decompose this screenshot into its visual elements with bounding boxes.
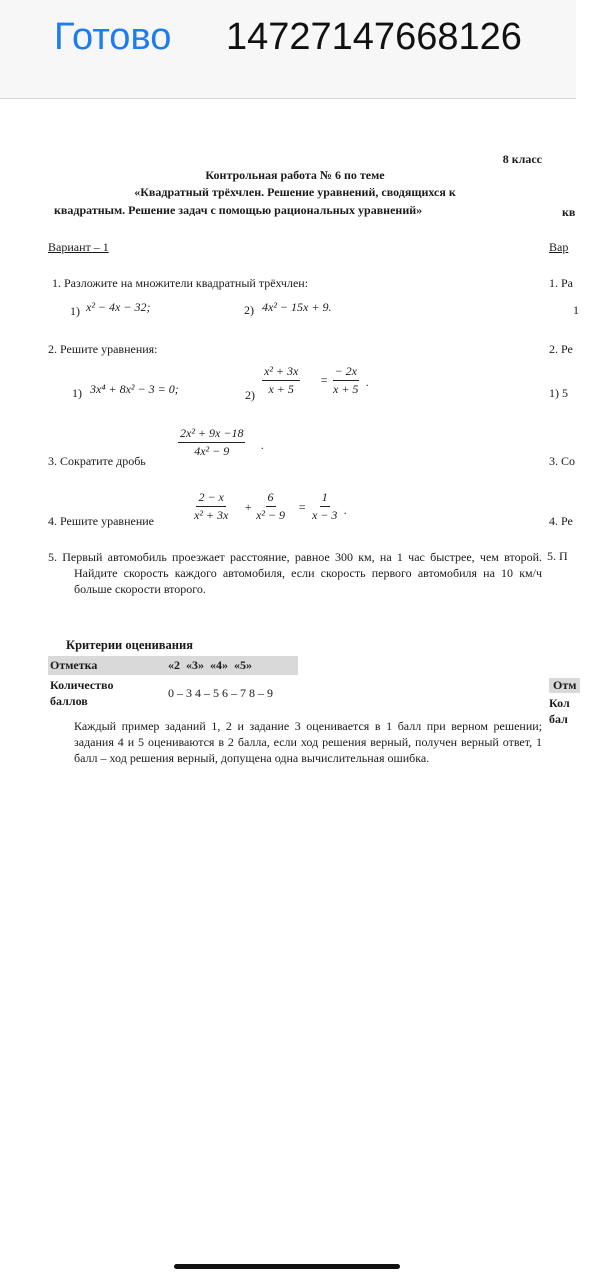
equals-sign: = — [320, 373, 329, 387]
task-2a-expr: 3x⁴ + 8x² − 3 = 0; — [90, 382, 179, 396]
task-2-text: 2. Решите уравнения: — [48, 342, 158, 356]
task-3-text: 3. Сократите дробь — [48, 454, 146, 468]
fraction-numerator: − 2x — [333, 364, 359, 381]
task-5-text: 5. Первый автомобиль проезжает расстояние, равное 300 км, на 1 час быстрее, чем второй. Найдите скорость каждого автомобиля, если скорость первого автомобиля на 10 км/ч больше скорости второго. — [48, 550, 542, 597]
task-2a-label: 1) — [72, 386, 82, 400]
side-task-1: 1. Ра — [549, 276, 573, 290]
task-1-text: 1. Разложите на множители квадратный трёхчлен: — [52, 276, 309, 290]
fraction-numerator: 6 — [266, 490, 276, 507]
heading-line-2: «Квадратный трёхчлен. Решение уравнений, сводящихся к — [134, 185, 456, 199]
side-heading: кв — [562, 205, 576, 219]
task-3-fraction — [178, 426, 245, 459]
task-1b-expr: 4x² − 15x + 9. — [262, 300, 332, 314]
home-indicator — [174, 1264, 400, 1269]
task-1a-expr: x² − 4x − 32; — [86, 300, 151, 314]
grade-label: 8 класс — [502, 152, 542, 166]
period: . — [344, 503, 347, 517]
side-crit-points-2: бал — [549, 712, 568, 726]
task-4-fraction-2 — [254, 490, 287, 523]
criteria-title: Критерии оценивания — [66, 638, 193, 652]
task-2b-fraction-left — [262, 364, 300, 397]
side-task-2b: 1) 5 — [549, 386, 568, 400]
points-label-line-1: Количество — [50, 678, 114, 692]
side-variant: Вар — [549, 240, 569, 254]
period: . — [366, 375, 369, 389]
fraction-denominator: x − 3 — [312, 508, 338, 522]
period: . — [261, 438, 264, 452]
side-task-1b: 1 — [573, 303, 579, 317]
fraction-numerator: x² + 3x — [262, 364, 300, 381]
plus-sign: + — [244, 500, 253, 514]
side-crit-mark: Отм — [549, 678, 580, 693]
document-title: 14727147668126 — [226, 16, 522, 58]
heading-line-1: Контрольная работа № 6 по теме — [205, 168, 385, 182]
equals-sign: = — [298, 500, 307, 514]
task-1a-label: 1) — [70, 304, 80, 318]
fraction-numerator: 1 — [320, 490, 330, 507]
viewer-toolbar — [0, 0, 576, 99]
fraction-denominator: x² + 3x — [194, 508, 229, 522]
fraction-numerator: 2 − x — [196, 490, 225, 507]
heading-line-3: квадратным. Решение задач с помощью рациональных уравнений» — [54, 203, 423, 217]
side-task-3: 3. Со — [549, 454, 576, 468]
points-values: 0 – 3 4 – 5 6 – 7 8 – 9 — [168, 685, 273, 700]
task-2b-fraction-right — [331, 364, 360, 397]
side-task-4: 4. Ре — [549, 514, 573, 528]
fraction-numerator: 2x² + 9x −18 — [178, 426, 245, 443]
fraction-denominator: x² − 9 — [256, 508, 286, 522]
criteria-table — [48, 656, 298, 711]
side-crit-points: Кол — [549, 696, 570, 710]
mark-values: «2 «3» «4» «5» — [168, 658, 252, 672]
criteria-note: Каждый пример заданий 1, 2 и задание 3 оценивается в 1 балл при верном решении; задания 4 и 5 оцениваются в 2 балла, если ход решения верный, получен верный ответ, 1 балл – ход решения верный, допущена одна вычислительная ошибка. — [74, 719, 542, 766]
criteria-row-points — [48, 675, 298, 711]
fraction-denominator: 4x² − 9 — [194, 444, 230, 458]
task-4-fraction-1 — [192, 490, 230, 523]
side-task-5: 5. П — [547, 549, 568, 563]
variant-label: Вариант – 1 — [48, 240, 109, 254]
task-1b-label: 2) — [244, 303, 254, 317]
points-label — [48, 675, 164, 711]
document-page — [0, 98, 579, 1280]
side-task-2: 2. Ре — [549, 342, 573, 356]
criteria-row-marks — [48, 656, 298, 675]
task-2b-label: 2) — [245, 388, 255, 402]
points-label-line-2: баллов — [50, 694, 88, 709]
mark-label: Отметка — [50, 658, 98, 672]
fraction-denominator: x + 5 — [333, 382, 359, 396]
task-4-text: 4. Решите уравнение — [48, 514, 154, 528]
fraction-denominator: x + 5 — [268, 382, 294, 396]
done-button[interactable]: Готово — [54, 16, 172, 58]
task-4-fraction-3 — [310, 490, 339, 523]
